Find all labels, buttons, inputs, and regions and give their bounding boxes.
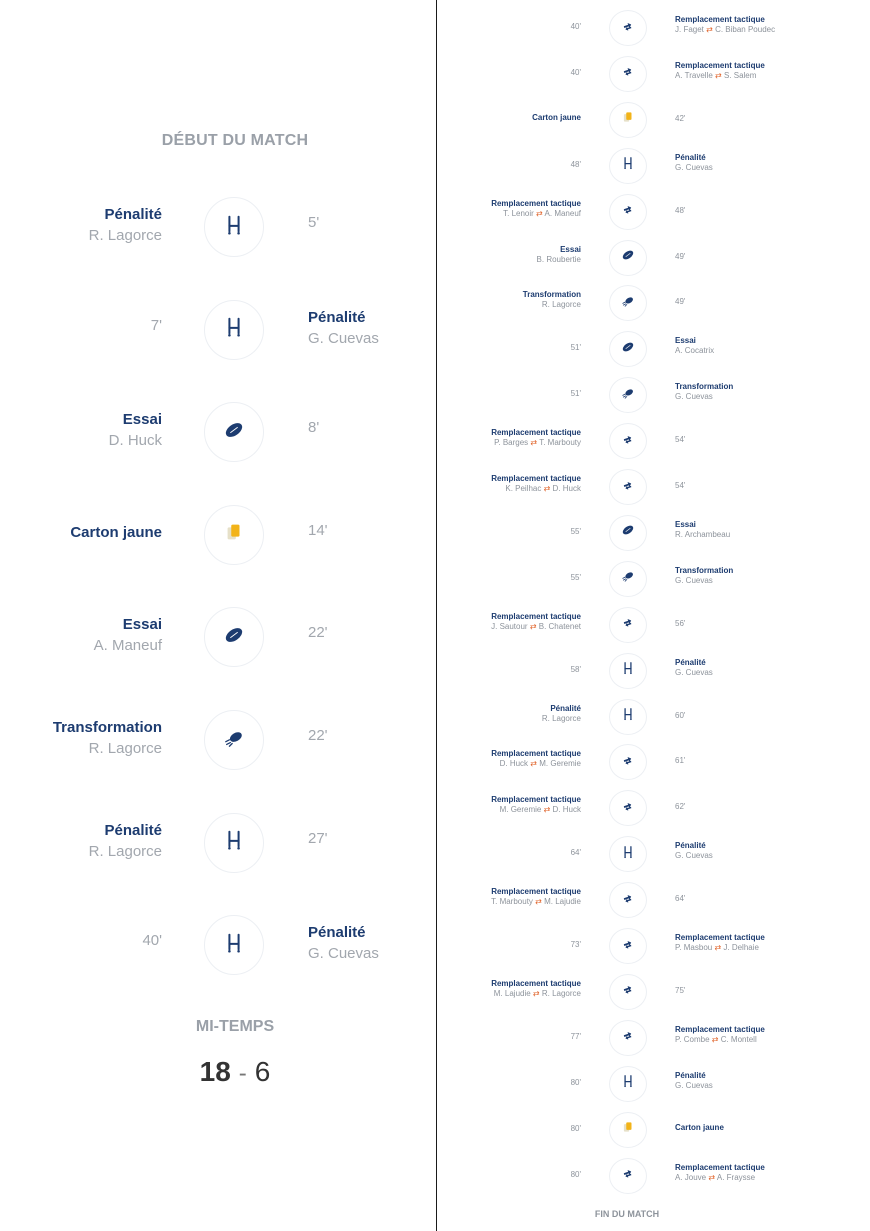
event-icon — [204, 505, 264, 565]
event-row — [437, 515, 870, 549]
event-icon — [609, 699, 647, 735]
event-minute: 48' — [570, 159, 581, 169]
event-minute: 5' — [308, 214, 320, 231]
event-type: Remplacement tactique — [491, 887, 581, 897]
goal-posts-icon — [621, 1074, 635, 1093]
substitution-players — [675, 1035, 865, 1045]
event-icon — [609, 744, 647, 780]
away-score: 6 — [254, 1056, 271, 1087]
event-minute: 64' — [675, 894, 686, 904]
event-minute: 58' — [570, 664, 581, 674]
event-type: Pénalité — [308, 308, 366, 326]
event-icon — [609, 377, 647, 413]
event-player: G. Cuevas — [308, 945, 379, 963]
player-out: A. Jouve — [675, 1172, 707, 1182]
event-player: G. Cuevas — [675, 162, 713, 172]
event-details — [675, 382, 865, 402]
event-type: Remplacement tactique — [491, 978, 581, 988]
substitution-icon — [621, 19, 635, 38]
event-details — [0, 615, 162, 657]
event-details — [437, 704, 581, 724]
substitution-icon — [621, 202, 635, 221]
rugby-ball-icon — [621, 340, 635, 359]
event-type: Remplacement tactique — [675, 1162, 765, 1172]
event-row — [437, 56, 870, 90]
swap-icon: ⇄ — [527, 621, 539, 631]
event-row — [0, 813, 436, 873]
event-player: A. Cocatrix — [675, 346, 715, 356]
event-minute: 60' — [675, 710, 686, 720]
player-out: P. Combe — [675, 1034, 710, 1044]
event-details — [675, 1025, 865, 1045]
event-icon — [609, 1020, 647, 1056]
player-out: K. Peilhac — [505, 484, 542, 493]
event-icon — [609, 1158, 647, 1194]
event-type: Carton jaune — [675, 1122, 724, 1132]
event-minute: 55' — [570, 526, 581, 536]
substitution-players — [437, 805, 581, 815]
event-minute: 80' — [570, 1123, 581, 1133]
event-row — [437, 1020, 870, 1054]
event-details — [0, 410, 162, 452]
rugby-ball-icon — [223, 624, 245, 651]
event-type: Pénalité — [675, 1070, 706, 1080]
event-details — [437, 474, 581, 494]
event-type: Remplacement tactique — [491, 795, 581, 805]
event-details — [437, 887, 581, 907]
event-details — [437, 612, 581, 632]
event-details — [437, 795, 581, 815]
swap-icon: ⇄ — [709, 1034, 721, 1044]
substitution-players — [675, 943, 865, 953]
event-type: Remplacement tactique — [675, 933, 765, 942]
event-type: Transformation — [675, 565, 734, 575]
player-in: S. Salem — [723, 70, 757, 80]
event-minute: 55' — [570, 572, 581, 582]
player-in: A. Fraysse — [716, 1172, 756, 1182]
event-row — [0, 710, 436, 770]
swap-icon: ⇄ — [530, 988, 542, 998]
event-minute: 51' — [570, 343, 581, 353]
conversion-kick-icon — [621, 569, 635, 588]
event-row — [437, 1158, 870, 1192]
substitution-players — [437, 897, 581, 907]
substitution-icon — [621, 891, 635, 910]
event-row — [0, 505, 436, 565]
event-type: Remplacement tactique — [491, 428, 581, 438]
event-minute: 22' — [308, 624, 328, 642]
rugby-ball-icon — [621, 523, 635, 542]
substitution-players — [437, 759, 581, 769]
player-out: P. Barges — [494, 438, 529, 448]
goal-posts-icon — [223, 932, 245, 959]
event-details — [0, 523, 162, 543]
event-details — [675, 153, 865, 173]
yellow-card-icon — [223, 521, 245, 548]
event-player: G. Cuevas — [675, 667, 713, 677]
event-details — [437, 749, 581, 769]
player-out: P. Masbou — [675, 943, 713, 952]
swap-icon: ⇄ — [706, 1172, 717, 1182]
event-type: Carton jaune — [70, 523, 162, 541]
event-row — [0, 607, 436, 667]
event-details — [675, 933, 865, 953]
event-type: Essai — [675, 336, 696, 346]
substitution-players — [675, 71, 865, 81]
player-out: J. Sautour — [491, 621, 528, 631]
event-row — [437, 699, 870, 733]
event-details — [437, 428, 581, 448]
event-player: R. Lagorce — [541, 713, 581, 723]
event-row — [437, 240, 870, 274]
event-minute: 14' — [308, 521, 328, 539]
event-icon — [609, 240, 647, 276]
event-player: R. Lagorce — [88, 740, 162, 757]
event-icon — [609, 790, 647, 826]
event-icon — [609, 653, 647, 689]
event-icon — [204, 402, 264, 462]
end-match-label: FIN DU MATCH — [594, 1209, 660, 1219]
event-type: Essai — [675, 519, 696, 529]
swap-icon: ⇄ — [532, 897, 545, 907]
yellow-card-icon — [621, 110, 635, 129]
goal-posts-icon — [223, 316, 245, 343]
event-row — [437, 10, 870, 44]
event-minute: 49' — [675, 297, 686, 307]
event-minute: 54' — [675, 481, 686, 490]
event-details — [675, 1123, 865, 1133]
second-half-timeline — [437, 0, 870, 1231]
event-type: Pénalité — [675, 152, 706, 162]
event-details — [675, 520, 865, 540]
event-player: G. Cuevas — [308, 329, 379, 347]
substitution-players — [437, 484, 581, 494]
event-row — [0, 915, 436, 975]
event-row — [437, 882, 870, 916]
rugby-ball-icon — [223, 419, 245, 446]
event-details — [675, 658, 865, 678]
yellow-card-icon — [621, 1120, 635, 1139]
event-icon — [204, 607, 264, 667]
home-score: 18 — [199, 1056, 231, 1087]
swap-icon: ⇄ — [541, 484, 553, 493]
event-row — [437, 331, 870, 365]
event-type: Remplacement tactique — [491, 749, 581, 759]
event-minute: 27' — [308, 829, 328, 847]
event-type: Remplacement tactique — [491, 474, 581, 483]
player-in: R. Lagorce — [541, 988, 581, 998]
event-player: B. Roubertie — [536, 254, 581, 264]
player-in: D. Huck — [552, 805, 581, 815]
player-in: J. Delhaie — [723, 943, 759, 952]
event-minute: 40' — [570, 67, 581, 77]
event-type: Remplacement tactique — [491, 611, 581, 621]
substitution-players — [437, 209, 581, 219]
event-row — [437, 790, 870, 824]
event-details — [675, 1163, 865, 1183]
player-out: A. Travelle — [675, 70, 713, 80]
event-row — [437, 285, 870, 319]
substitution-icon — [621, 478, 635, 497]
event-type: Pénalité — [104, 821, 162, 839]
event-row — [437, 1112, 870, 1146]
event-row — [0, 402, 436, 462]
event-icon — [609, 1066, 647, 1102]
event-type: Pénalité — [675, 841, 706, 851]
event-icon — [204, 710, 264, 770]
halftime-score — [0, 1056, 470, 1088]
swap-icon: ⇄ — [533, 208, 545, 218]
event-icon — [204, 197, 264, 257]
event-icon — [204, 915, 264, 975]
event-details — [675, 15, 865, 35]
event-details — [437, 979, 581, 999]
event-row — [0, 300, 436, 360]
player-out: J. Faget — [675, 25, 704, 34]
event-icon — [609, 102, 647, 138]
player-out: T. Lenoir — [503, 208, 534, 218]
player-in: M. Lajudie — [544, 897, 581, 907]
substitution-icon — [621, 753, 635, 772]
event-icon — [609, 561, 647, 597]
event-minute: 40' — [142, 932, 162, 950]
event-type: Transformation — [675, 382, 734, 392]
event-type: Essai — [122, 616, 162, 634]
event-minute: 56' — [675, 618, 686, 628]
event-type: Pénalité — [675, 657, 706, 667]
event-row — [437, 928, 870, 962]
kickoff-label: DÉBUT DU MATCH — [161, 132, 309, 149]
event-icon — [609, 469, 647, 505]
event-details — [437, 113, 581, 123]
swap-icon: ⇄ — [712, 943, 724, 952]
event-icon — [609, 607, 647, 643]
player-out: M. Geremie — [499, 805, 542, 815]
event-icon — [609, 56, 647, 92]
event-minute: 80' — [570, 1169, 581, 1179]
event-row — [437, 469, 870, 503]
event-minute: 77' — [570, 1031, 581, 1041]
event-type: Remplacement tactique — [675, 60, 765, 70]
event-row — [437, 607, 870, 641]
player-in: B. Chatenet — [538, 621, 581, 631]
goal-posts-icon — [621, 707, 635, 726]
event-player: R. Archambeau — [675, 529, 731, 539]
substitution-icon — [621, 799, 635, 818]
substitution-players — [437, 989, 581, 999]
event-row — [437, 423, 870, 457]
goal-posts-icon — [621, 661, 635, 680]
substitution-icon — [621, 1028, 635, 1047]
event-icon — [609, 285, 647, 321]
event-icon — [609, 1112, 647, 1148]
event-type: Essai — [122, 411, 162, 429]
event-minute: 51' — [570, 389, 581, 399]
player-out: D. Huck — [499, 759, 529, 769]
event-minute: 8' — [308, 419, 320, 437]
event-minute: 48' — [675, 205, 686, 215]
goal-posts-icon — [223, 829, 245, 856]
event-minute: 49' — [675, 251, 686, 261]
event-icon — [204, 300, 264, 360]
substitution-icon — [621, 64, 635, 83]
event-type: Carton jaune — [532, 112, 581, 122]
event-details — [437, 245, 581, 265]
conversion-kick-icon — [223, 727, 245, 754]
event-minute: 62' — [675, 802, 686, 812]
player-in: C. Montell — [720, 1034, 757, 1044]
event-minute: 40' — [570, 22, 581, 31]
event-type: Remplacement tactique — [491, 198, 581, 208]
substitution-players — [675, 25, 865, 35]
event-minute: 75' — [675, 985, 686, 995]
substitution-icon — [621, 1166, 635, 1185]
event-details — [675, 1071, 865, 1091]
goal-posts-icon — [621, 845, 635, 864]
substitution-players — [437, 438, 581, 448]
event-details — [675, 841, 865, 861]
event-type: Remplacement tactique — [675, 15, 765, 24]
event-player: R. Lagorce — [541, 300, 581, 310]
event-minute: 42' — [675, 113, 686, 123]
event-minute: 80' — [570, 1077, 581, 1087]
player-in: D. Huck — [552, 484, 581, 493]
event-minute: 22' — [308, 727, 328, 744]
player-out: M. Lajudie — [493, 988, 531, 998]
event-row — [437, 102, 870, 136]
event-type: Transformation — [522, 290, 581, 300]
event-row — [437, 744, 870, 778]
substitution-players — [437, 622, 581, 632]
event-details — [0, 821, 162, 863]
event-icon — [609, 194, 647, 230]
player-in: A. Maneuf — [544, 208, 581, 218]
event-row — [437, 561, 870, 595]
event-icon — [609, 148, 647, 184]
event-row — [437, 836, 870, 870]
event-minute: 7' — [150, 316, 162, 334]
event-row — [437, 653, 870, 687]
event-icon — [609, 974, 647, 1010]
swap-icon: ⇄ — [703, 25, 716, 34]
event-row — [437, 377, 870, 411]
player-in: T. Marbouty — [539, 438, 581, 448]
event-type: Remplacement tactique — [675, 1024, 765, 1034]
event-minute: 54' — [675, 435, 686, 445]
player-out: T. Marbouty — [491, 897, 533, 907]
event-player: G. Cuevas — [675, 851, 713, 861]
event-details — [0, 205, 162, 247]
event-details — [675, 61, 865, 81]
swap-icon: ⇄ — [541, 805, 553, 815]
event-type: Transformation — [52, 719, 162, 736]
substitution-icon — [621, 432, 635, 451]
halftime-label: MI-TEMPS — [195, 1018, 275, 1035]
substitution-icon — [621, 615, 635, 634]
event-details — [437, 199, 581, 219]
event-row — [437, 974, 870, 1008]
event-player: A. Maneuf — [93, 637, 162, 655]
event-type: Essai — [560, 244, 581, 254]
event-details — [675, 336, 865, 356]
swap-icon: ⇄ — [712, 70, 724, 80]
event-icon — [609, 423, 647, 459]
goal-posts-icon — [621, 156, 635, 175]
event-minute: 61' — [675, 756, 686, 766]
event-player: G. Cuevas — [675, 392, 713, 402]
event-player: D. Huck — [108, 432, 162, 450]
swap-icon: ⇄ — [528, 759, 540, 769]
event-player: R. Lagorce — [88, 227, 162, 244]
event-details — [0, 718, 162, 760]
event-row — [437, 1066, 870, 1100]
event-icon — [609, 331, 647, 367]
event-icon — [609, 515, 647, 551]
substitution-icon — [621, 937, 635, 956]
rugby-ball-icon — [621, 248, 635, 267]
player-in: C. Biban Poudec — [715, 25, 776, 34]
event-row — [0, 197, 436, 257]
event-player: G. Cuevas — [675, 1080, 713, 1090]
conversion-kick-icon — [621, 386, 635, 405]
event-minute: 73' — [570, 940, 581, 949]
substitution-icon — [621, 982, 635, 1001]
substitution-players — [675, 1173, 865, 1183]
event-type: Pénalité — [104, 206, 162, 223]
event-player: R. Lagorce — [88, 842, 162, 860]
event-details — [675, 566, 865, 586]
event-minute: 64' — [570, 848, 581, 858]
event-row — [437, 194, 870, 228]
event-icon — [609, 928, 647, 964]
event-icon — [609, 882, 647, 918]
event-icon — [609, 836, 647, 872]
event-details — [437, 290, 581, 310]
event-type: Pénalité — [308, 924, 366, 942]
player-in: M. Geremie — [539, 759, 581, 769]
event-icon — [204, 813, 264, 873]
goal-posts-icon — [223, 214, 245, 241]
event-player: G. Cuevas — [675, 575, 713, 585]
event-row — [437, 148, 870, 182]
swap-icon: ⇄ — [528, 438, 540, 448]
event-type: Pénalité — [550, 703, 581, 713]
event-icon — [609, 10, 647, 46]
score-separator: - — [238, 1060, 247, 1087]
conversion-kick-icon — [621, 294, 635, 313]
